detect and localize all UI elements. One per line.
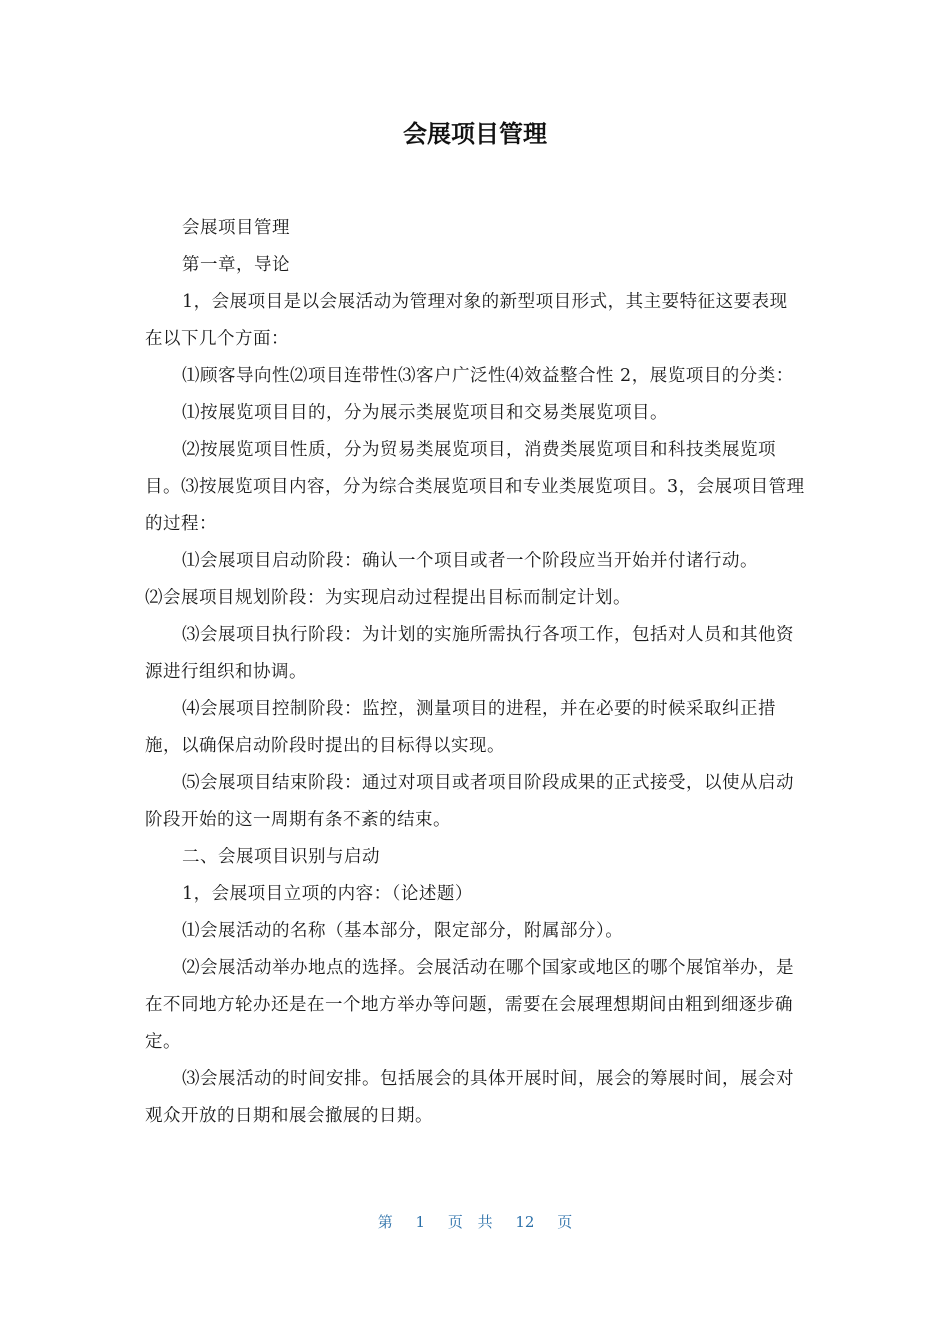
paragraph: ⑶会展项目执行阶段：为计划的实施所需执行各项工作，包括对人员和其他资源进行组织和协调。	[145, 625, 794, 682]
paragraph: ⑵会展项目规划阶段：为实现启动过程提出目标而制定计划。	[145, 588, 631, 608]
section-heading: 二、会展项目识别与启动	[182, 847, 380, 867]
paragraph-heading: 会展项目管理	[182, 218, 290, 238]
footer-prefix: 第	[377, 1213, 393, 1231]
paragraph: ⑴会展项目启动阶段：确认一个项目或者一个阶段应当开始并付诸行动。	[182, 551, 758, 571]
paragraph: ⑴按展览项目目的，分为展示类展览项目和交易类展览项目。	[182, 403, 668, 423]
paragraph: ⑵会展活动举办地点的选择。会展活动在哪个国家或地区的哪个展馆举办，是在不同地方轮办还是在一个地方举办等问题，需要在会展理想期间由粗到细逐步确定。	[145, 958, 794, 1052]
document-title: 会展项目管理	[403, 120, 547, 148]
paragraph: ⑴顾客导向性⑵项目连带性⑶客户广泛性⑷效益整合性 2，展览项目的分类：	[182, 366, 794, 386]
paragraph: ⑶会展活动的时间安排。包括展会的具体开展时间，展会的筹展时间，展会对观众开放的日期和展会撤展的日期。	[145, 1069, 794, 1126]
paragraph-chapter: 第一章，导论	[182, 255, 290, 275]
footer-suffix: 页	[557, 1213, 573, 1231]
page-footer	[0, 1210, 950, 1234]
paragraph: ⑸会展项目结束阶段：通过对项目或者项目阶段成果的正式接受，以使从启动阶段开始的这一周期有条不紊的结束。	[145, 773, 794, 830]
paragraph: 1，会展项目立项的内容：（论述题）	[182, 884, 473, 904]
paragraph: 1，会展项目是以会展活动为管理对象的新型项目形式，其主要特征这要表现在以下几个方面：	[145, 292, 788, 349]
paragraph: ⑵按展览项目性质，分为贸易类展览项目，消费类展览项目和科技类展览项目。⑶按展览项目内容，分为综合类展览项目和专业类展览项目。3，会展项目管理的过程：	[145, 440, 805, 534]
footer-mid: 页 共	[447, 1213, 493, 1231]
document-body	[145, 210, 805, 1135]
paragraph: ⑴会展活动的名称（基本部分，限定部分，附属部分）。	[182, 921, 624, 941]
current-page-number: 1	[415, 1213, 426, 1231]
total-pages-number: 12	[515, 1213, 535, 1231]
paragraph: ⑷会展项目控制阶段：监控，测量项目的进程，并在必要的时候采取纠正措施，以确保启动阶段时提出的目标得以实现。	[145, 699, 776, 756]
